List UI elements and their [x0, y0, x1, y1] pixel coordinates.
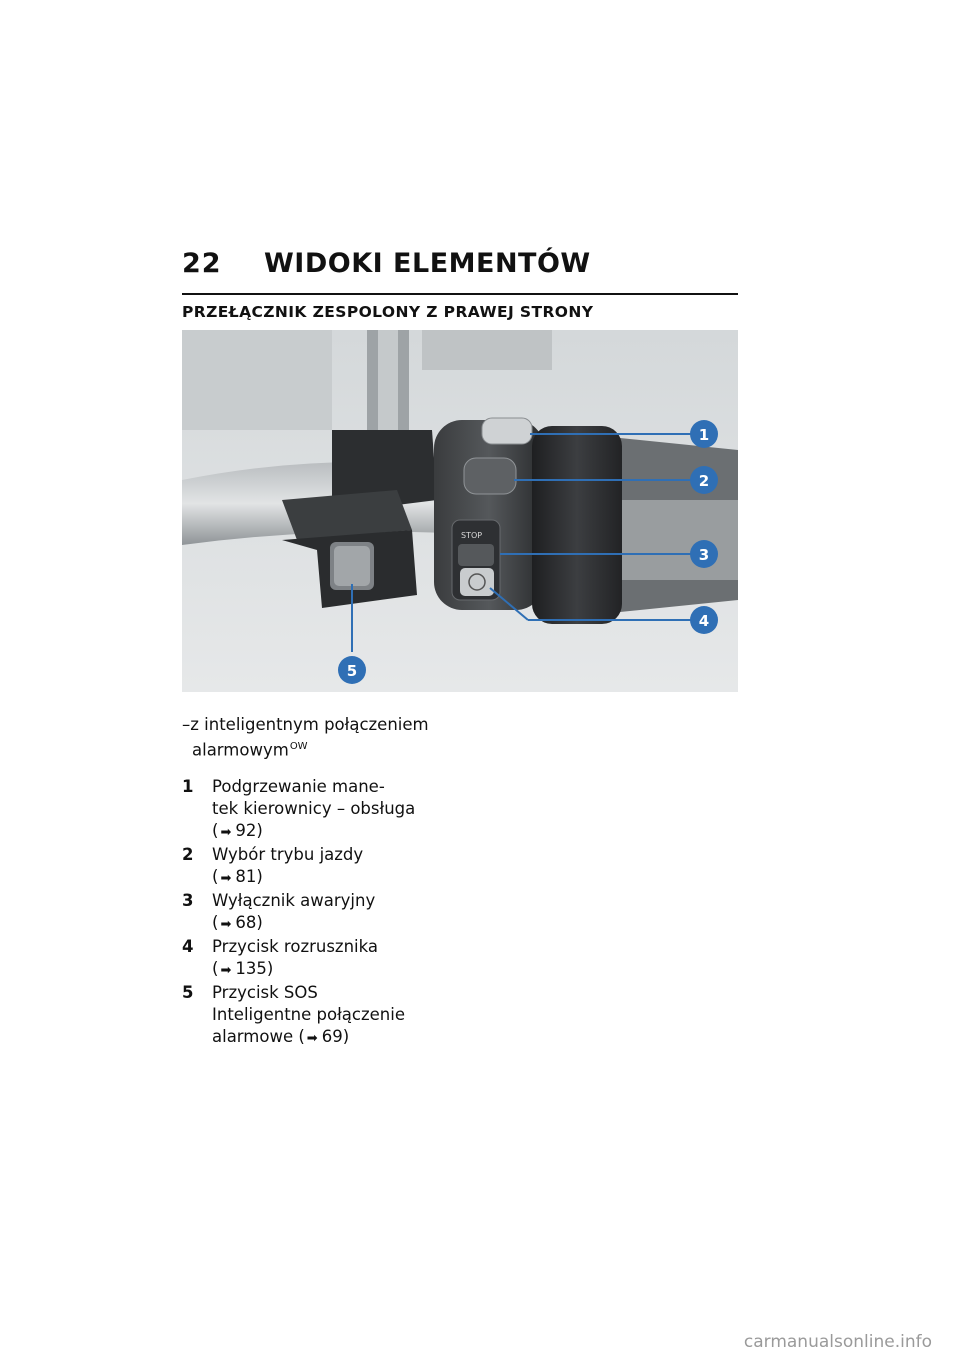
legend-item: 3 Wyłącznik awaryjny ( ➡ 68)	[182, 890, 482, 936]
equipment-note	[182, 714, 482, 762]
switch-figure	[182, 330, 738, 692]
legend-item: 4 Przycisk rozrusznika ( ➡ 135)	[182, 936, 482, 982]
page-body	[182, 714, 482, 1050]
riding-mode-button	[464, 458, 516, 494]
option-code: OW	[289, 741, 308, 752]
legend-number: 5	[182, 982, 194, 1002]
page-ref-arrow-icon: ➡	[220, 870, 230, 886]
handlebar-switch-illustration	[182, 330, 738, 692]
page-number: 22	[182, 248, 222, 279]
legend-item: 2 Wybór trybu jazdy ( ➡ 81)	[182, 844, 482, 890]
callout-label-4: 4	[698, 612, 710, 630]
legend-number: 1	[182, 776, 194, 796]
note-line-2: alarmowym$^{OW}$	[192, 740, 308, 760]
callout-label-1: 1	[698, 426, 710, 444]
page-reference[interactable]: ( ➡ 92)	[212, 820, 482, 844]
stop-label: STOP	[461, 531, 483, 540]
legend-number: 3	[182, 890, 194, 910]
chapter-heading	[182, 248, 738, 279]
heated-grips-button	[482, 418, 532, 444]
grip-collar	[532, 426, 622, 624]
page-header	[182, 248, 738, 321]
callout-label-2: 2	[698, 472, 710, 490]
legend-number: 4	[182, 936, 194, 956]
watermark: carmanualsonline.info	[743, 1332, 932, 1352]
legend-item: 1 Podgrzewanie mane- tek kierownicy – obsługa ( ➡ 92)	[182, 776, 482, 844]
legend-number: 2	[182, 844, 194, 864]
kill-switch	[458, 544, 494, 566]
page-ref-arrow-icon: ➡	[220, 962, 230, 978]
chapter-title: WIDOKI ELEMENTÓW	[264, 248, 591, 279]
note-line-1: –z inteligentnym połączeniem	[182, 715, 429, 734]
page-ref-arrow-icon: ➡	[220, 824, 230, 840]
page-ref-arrow-icon: ➡	[220, 916, 230, 932]
page-reference[interactable]: alarmowe ( ➡ 69)	[212, 1026, 482, 1050]
callout-label-3: 3	[698, 546, 710, 564]
page-ref-arrow-icon: ➡	[306, 1030, 316, 1046]
legend-item: 5 Przycisk SOS Inteligentne połączenie alarmowe ( ➡ 69)	[182, 982, 482, 1050]
callout-label-5: 5	[346, 662, 358, 680]
section-title: PRZEŁĄCZNIK ZESPOLONY Z PRAWEJ STRONY	[182, 293, 738, 321]
page-reference[interactable]: ( ➡ 135)	[212, 958, 482, 982]
starter-button	[460, 568, 494, 596]
page-reference[interactable]: ( ➡ 68)	[212, 912, 482, 936]
page-reference[interactable]: ( ➡ 81)	[212, 866, 482, 890]
dashboard-panel	[182, 330, 332, 430]
